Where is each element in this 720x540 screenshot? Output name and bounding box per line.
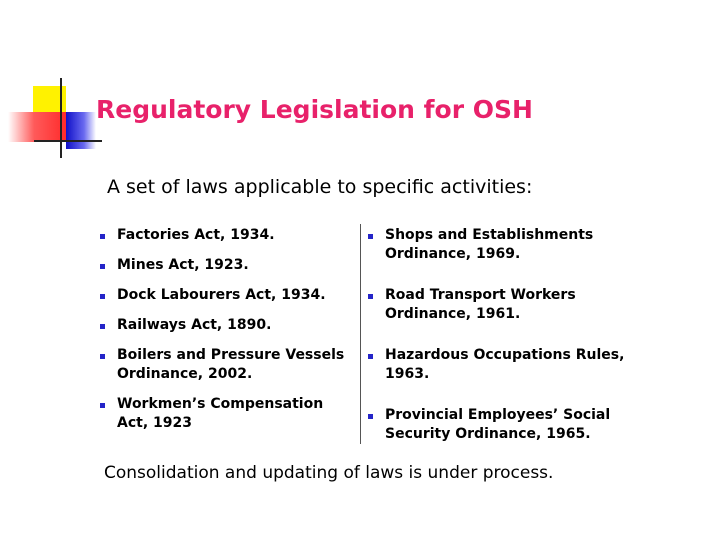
slide-footer: Consolidation and updating of laws is under process. xyxy=(104,463,554,483)
slide-title: Regulatory Legislation for OSH xyxy=(96,95,533,124)
bullet-icon xyxy=(368,234,373,239)
list-item-text: Workmen’s Compensation Act, 1923 xyxy=(117,396,324,431)
logo-vertical-line xyxy=(60,78,62,158)
left-law-list xyxy=(100,226,355,444)
list-item-text: Hazardous Occupations Rules, 1963. xyxy=(385,347,625,382)
bullet-icon xyxy=(368,294,373,299)
list-item xyxy=(368,406,658,444)
bullet-icon xyxy=(368,414,373,419)
list-item xyxy=(368,226,658,264)
list-item-text: Dock Labourers Act, 1934. xyxy=(117,287,326,303)
bullet-icon xyxy=(100,234,105,239)
bullet-icon xyxy=(100,294,105,299)
blue-square xyxy=(66,112,96,149)
list-item xyxy=(368,286,658,324)
column-divider xyxy=(360,224,361,444)
list-item-text: Road Transport Workers Ordinance, 1961. xyxy=(385,287,576,322)
bullet-icon xyxy=(100,403,105,408)
bullet-icon xyxy=(368,354,373,359)
decorative-logo xyxy=(0,0,110,170)
list-item-text: Mines Act, 1923. xyxy=(117,257,249,273)
slide-subtitle: A set of laws applicable to specific activities: xyxy=(107,176,533,198)
list-item xyxy=(100,395,355,433)
list-item xyxy=(368,346,658,384)
list-item-text: Provincial Employees’ Social Security Ordinance, 1965. xyxy=(385,407,611,442)
list-item xyxy=(100,316,355,335)
list-item-text: Boilers and Pressure Vessels Ordinance, 2002. xyxy=(117,347,345,382)
list-item xyxy=(100,256,355,275)
bullet-icon xyxy=(100,354,105,359)
list-item xyxy=(100,226,355,245)
list-item xyxy=(100,346,355,384)
red-square xyxy=(8,112,66,142)
bullet-icon xyxy=(100,324,105,329)
list-item xyxy=(100,286,355,305)
right-law-list xyxy=(368,226,658,466)
list-item-text: Factories Act, 1934. xyxy=(117,227,275,243)
list-item-text: Shops and Establishments Ordinance, 1969. xyxy=(385,227,594,262)
list-item-text: Railways Act, 1890. xyxy=(117,317,272,333)
bullet-icon xyxy=(100,264,105,269)
logo-horizontal-line xyxy=(34,140,102,142)
